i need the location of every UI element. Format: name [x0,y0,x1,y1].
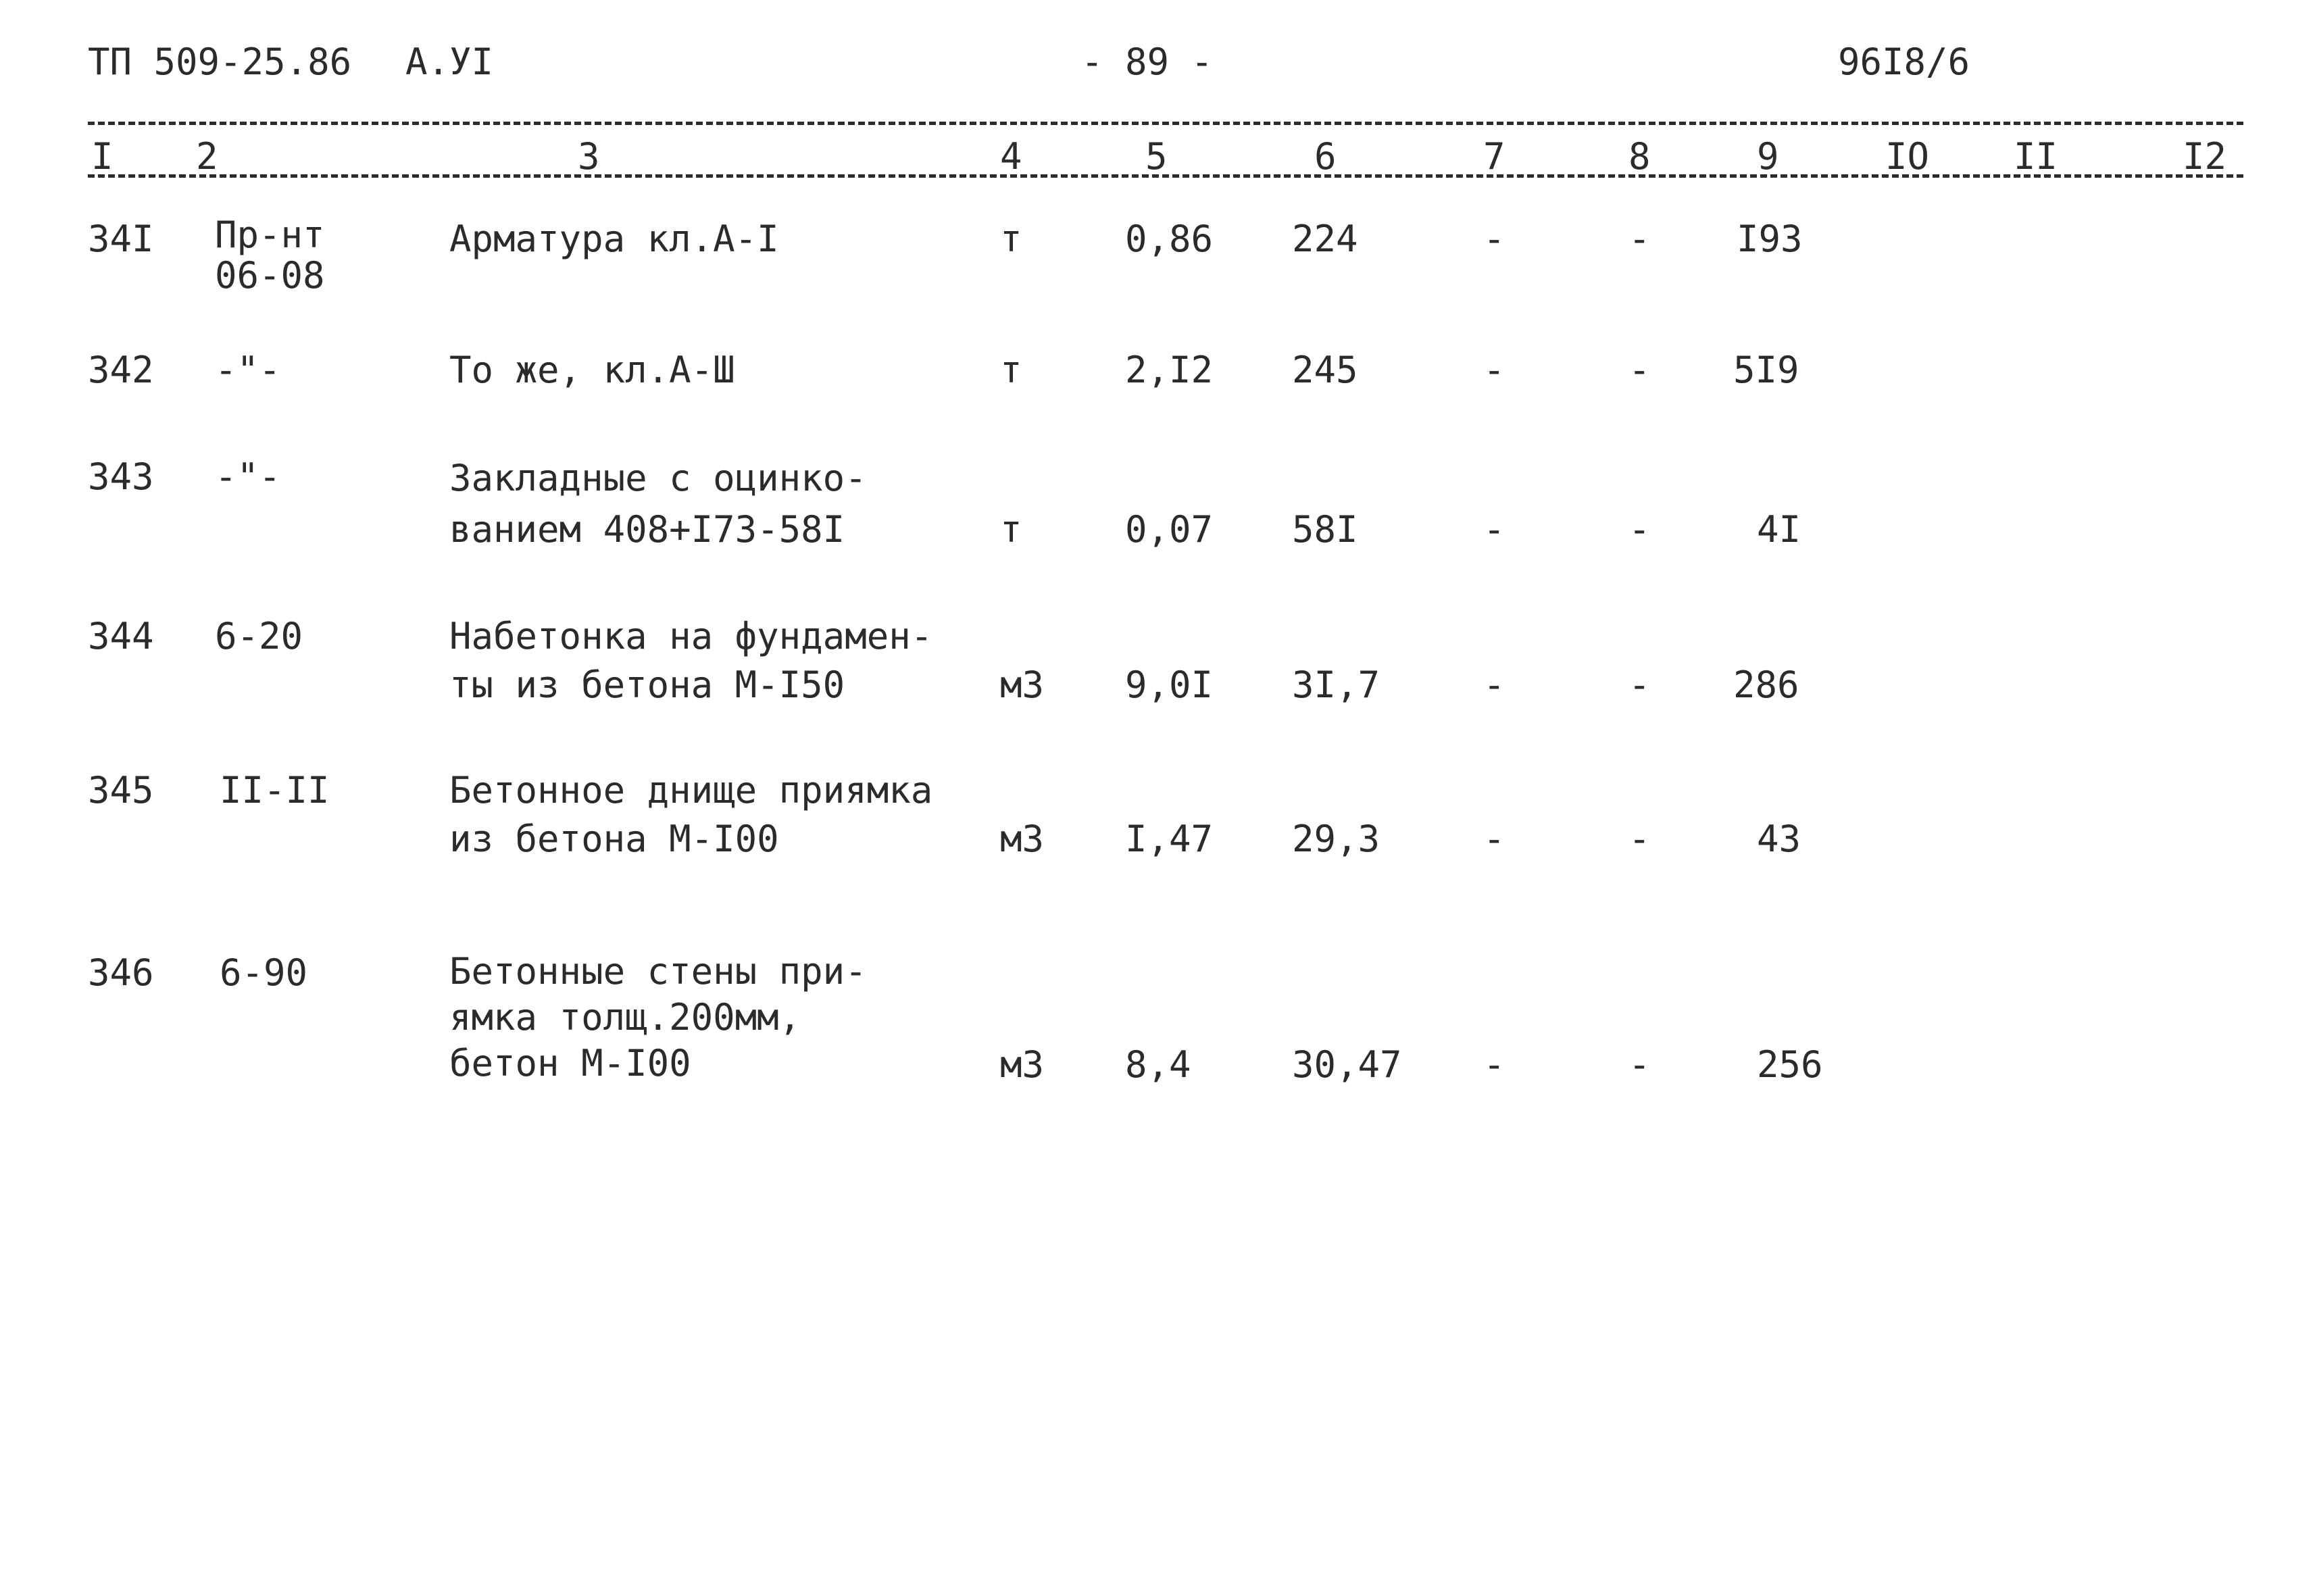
column-header-12: I2 [2183,135,2227,178]
column-header-8: 8 [1628,135,1651,178]
unit-price: 245 [1292,349,1358,391]
quantity: I,47 [1125,818,1214,860]
column-header-7: 7 [1483,135,1505,178]
column-7-value: - [1483,218,1505,260]
norm-reference: II-II [220,769,330,812]
column-header-6: 6 [1314,135,1337,178]
column-8-value: - [1628,664,1651,706]
unit: т [1000,218,1022,260]
work-description: Бетонное днище приямка из бетона М-I00 [449,769,933,860]
unit-price: 58I [1292,508,1358,551]
column-7-value: - [1483,818,1505,860]
column-8-value: - [1628,508,1651,551]
doc-code: ТП 509-25.86 [88,41,352,83]
column-header-2: 2 [196,135,218,178]
row-number: 343 [88,455,154,498]
column-7-value: - [1483,349,1505,391]
column-8-value: - [1628,818,1651,860]
row-number: 344 [88,615,154,657]
quantity: 0,07 [1125,508,1214,551]
album-label: А.УI [405,41,494,83]
column-8-value: - [1628,218,1651,260]
total-cost: 4I [1757,508,1801,551]
column-header-3: 3 [578,135,600,178]
unit: м3 [1000,664,1045,706]
quantity: 2,I2 [1125,349,1214,391]
column-header-1: I [91,135,114,178]
column-header-5: 5 [1145,135,1168,178]
column-header-9: 9 [1757,135,1779,178]
row-number: 342 [88,349,154,391]
work-description: Бетонные стены при- ямка толщ.200мм, бетон М-I00 [449,950,867,1084]
column-header-4: 4 [1000,135,1022,178]
total-cost: 43 [1757,818,1801,860]
row-number: 34I [88,218,154,260]
work-description: Арматура кл.А-I [449,218,779,260]
sheet-reference: 96I8/6 [1838,41,1970,83]
total-cost: 256 [1757,1043,1823,1086]
header-rule-top [88,122,2243,125]
row-number: 345 [88,769,154,812]
quantity: 9,0I [1125,664,1214,706]
column-header-11: II [2014,135,2058,178]
column-8-value: - [1628,349,1651,391]
quantity: 0,86 [1125,218,1214,260]
unit: м3 [1000,818,1045,860]
unit-price: 30,47 [1292,1043,1402,1086]
unit-price: 224 [1292,218,1358,260]
total-cost: 5I9 [1733,349,1799,391]
work-description: Закладные с оцинко- ванием 408+I73-58I [449,457,867,551]
row-number: 346 [88,951,154,994]
unit-price: 3I,7 [1292,664,1380,706]
total-cost: I93 [1737,218,1803,260]
norm-reference: -"- [215,455,281,498]
page-number: - 89 - [1081,41,1214,83]
total-cost: 286 [1733,664,1799,706]
column-header-10: IO [1885,135,1930,178]
work-description: Набетонка на фундамен- ты из бетона М-I50 [449,615,933,706]
column-8-value: - [1628,1043,1651,1086]
norm-reference: -"- [215,349,281,391]
unit: м3 [1000,1043,1045,1086]
norm-reference: 6-90 [220,951,308,994]
column-7-value: - [1483,664,1505,706]
work-description: То же, кл.А-Ш [449,349,735,391]
column-7-value: - [1483,508,1505,551]
norm-reference: 6-20 [215,615,303,657]
unit-price: 29,3 [1292,818,1380,860]
quantity: 8,4 [1125,1043,1191,1086]
norm-reference: Пр-нт 06-08 [215,214,325,297]
unit: т [1000,349,1022,391]
column-7-value: - [1483,1043,1505,1086]
unit: т [1000,508,1022,551]
